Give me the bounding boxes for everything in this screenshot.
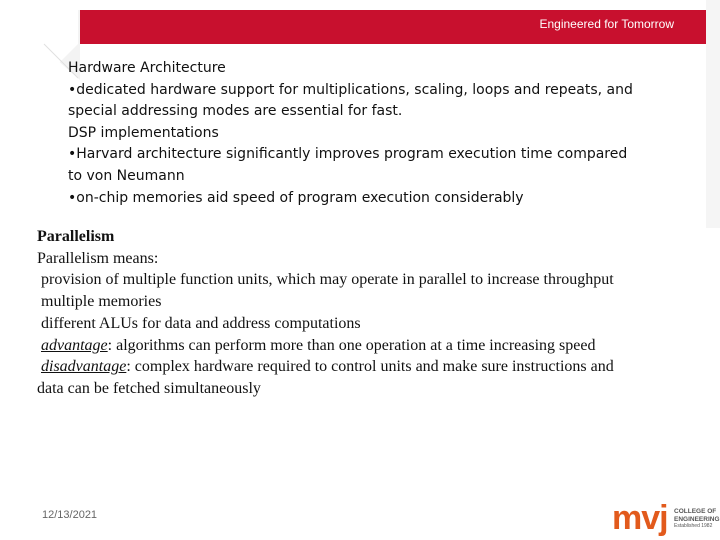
parallelism-item: multiple memories	[41, 293, 162, 311]
parallelism-block	[37, 226, 702, 400]
section1-line: •dedicated hardware support for multiplications, scaling, loops and repeats, and	[68, 81, 633, 98]
parallelism-item: different ALUs for data and address computations	[41, 314, 361, 332]
slide-date: 12/13/2021	[42, 509, 98, 521]
section1-line: •on-chip memories aid speed of program execution considerably	[68, 189, 524, 206]
parallelism-heading: Parallelism	[37, 228, 115, 245]
side-accent-bar	[706, 0, 720, 228]
section1-line: Hardware Architecture	[68, 60, 226, 76]
disadvantage-text: : complex hardware required to control units and make sure instructions and	[126, 358, 614, 376]
logo-text	[674, 508, 720, 531]
advantage-text: : algorithms can perform more than one operation at a time increasing speed	[107, 336, 596, 354]
section1-line: to von Neumann	[68, 167, 185, 184]
advantage-label: advantage	[41, 336, 108, 354]
logo-mark: mvj	[612, 499, 668, 537]
section1-line: special addressing modes are essential for fast.	[68, 103, 403, 120]
section1-line: •Harvard architecture significantly improves program execution time compared	[68, 146, 628, 163]
logo-line: COLLEGE OF	[674, 508, 717, 515]
disadvantage-label: disadvantage	[41, 358, 127, 376]
parallelism-item: provision of multiple function units, which may operate in parallel to increase throughput	[41, 271, 614, 289]
disadvantage-line	[37, 356, 702, 378]
logo-line: ENGINEERING	[674, 515, 720, 523]
disadvantage-continuation: data can be fetched simultaneously	[37, 379, 261, 397]
advantage-line	[37, 335, 702, 357]
section1-line: DSP implementations	[68, 124, 219, 141]
header-tagline: Engineered for Tomorrow	[539, 17, 674, 31]
college-logo	[612, 500, 720, 540]
parallelism-intro: Parallelism means:	[37, 249, 159, 267]
logo-line: Established 1982	[674, 523, 713, 529]
hardware-architecture-block	[68, 58, 688, 209]
